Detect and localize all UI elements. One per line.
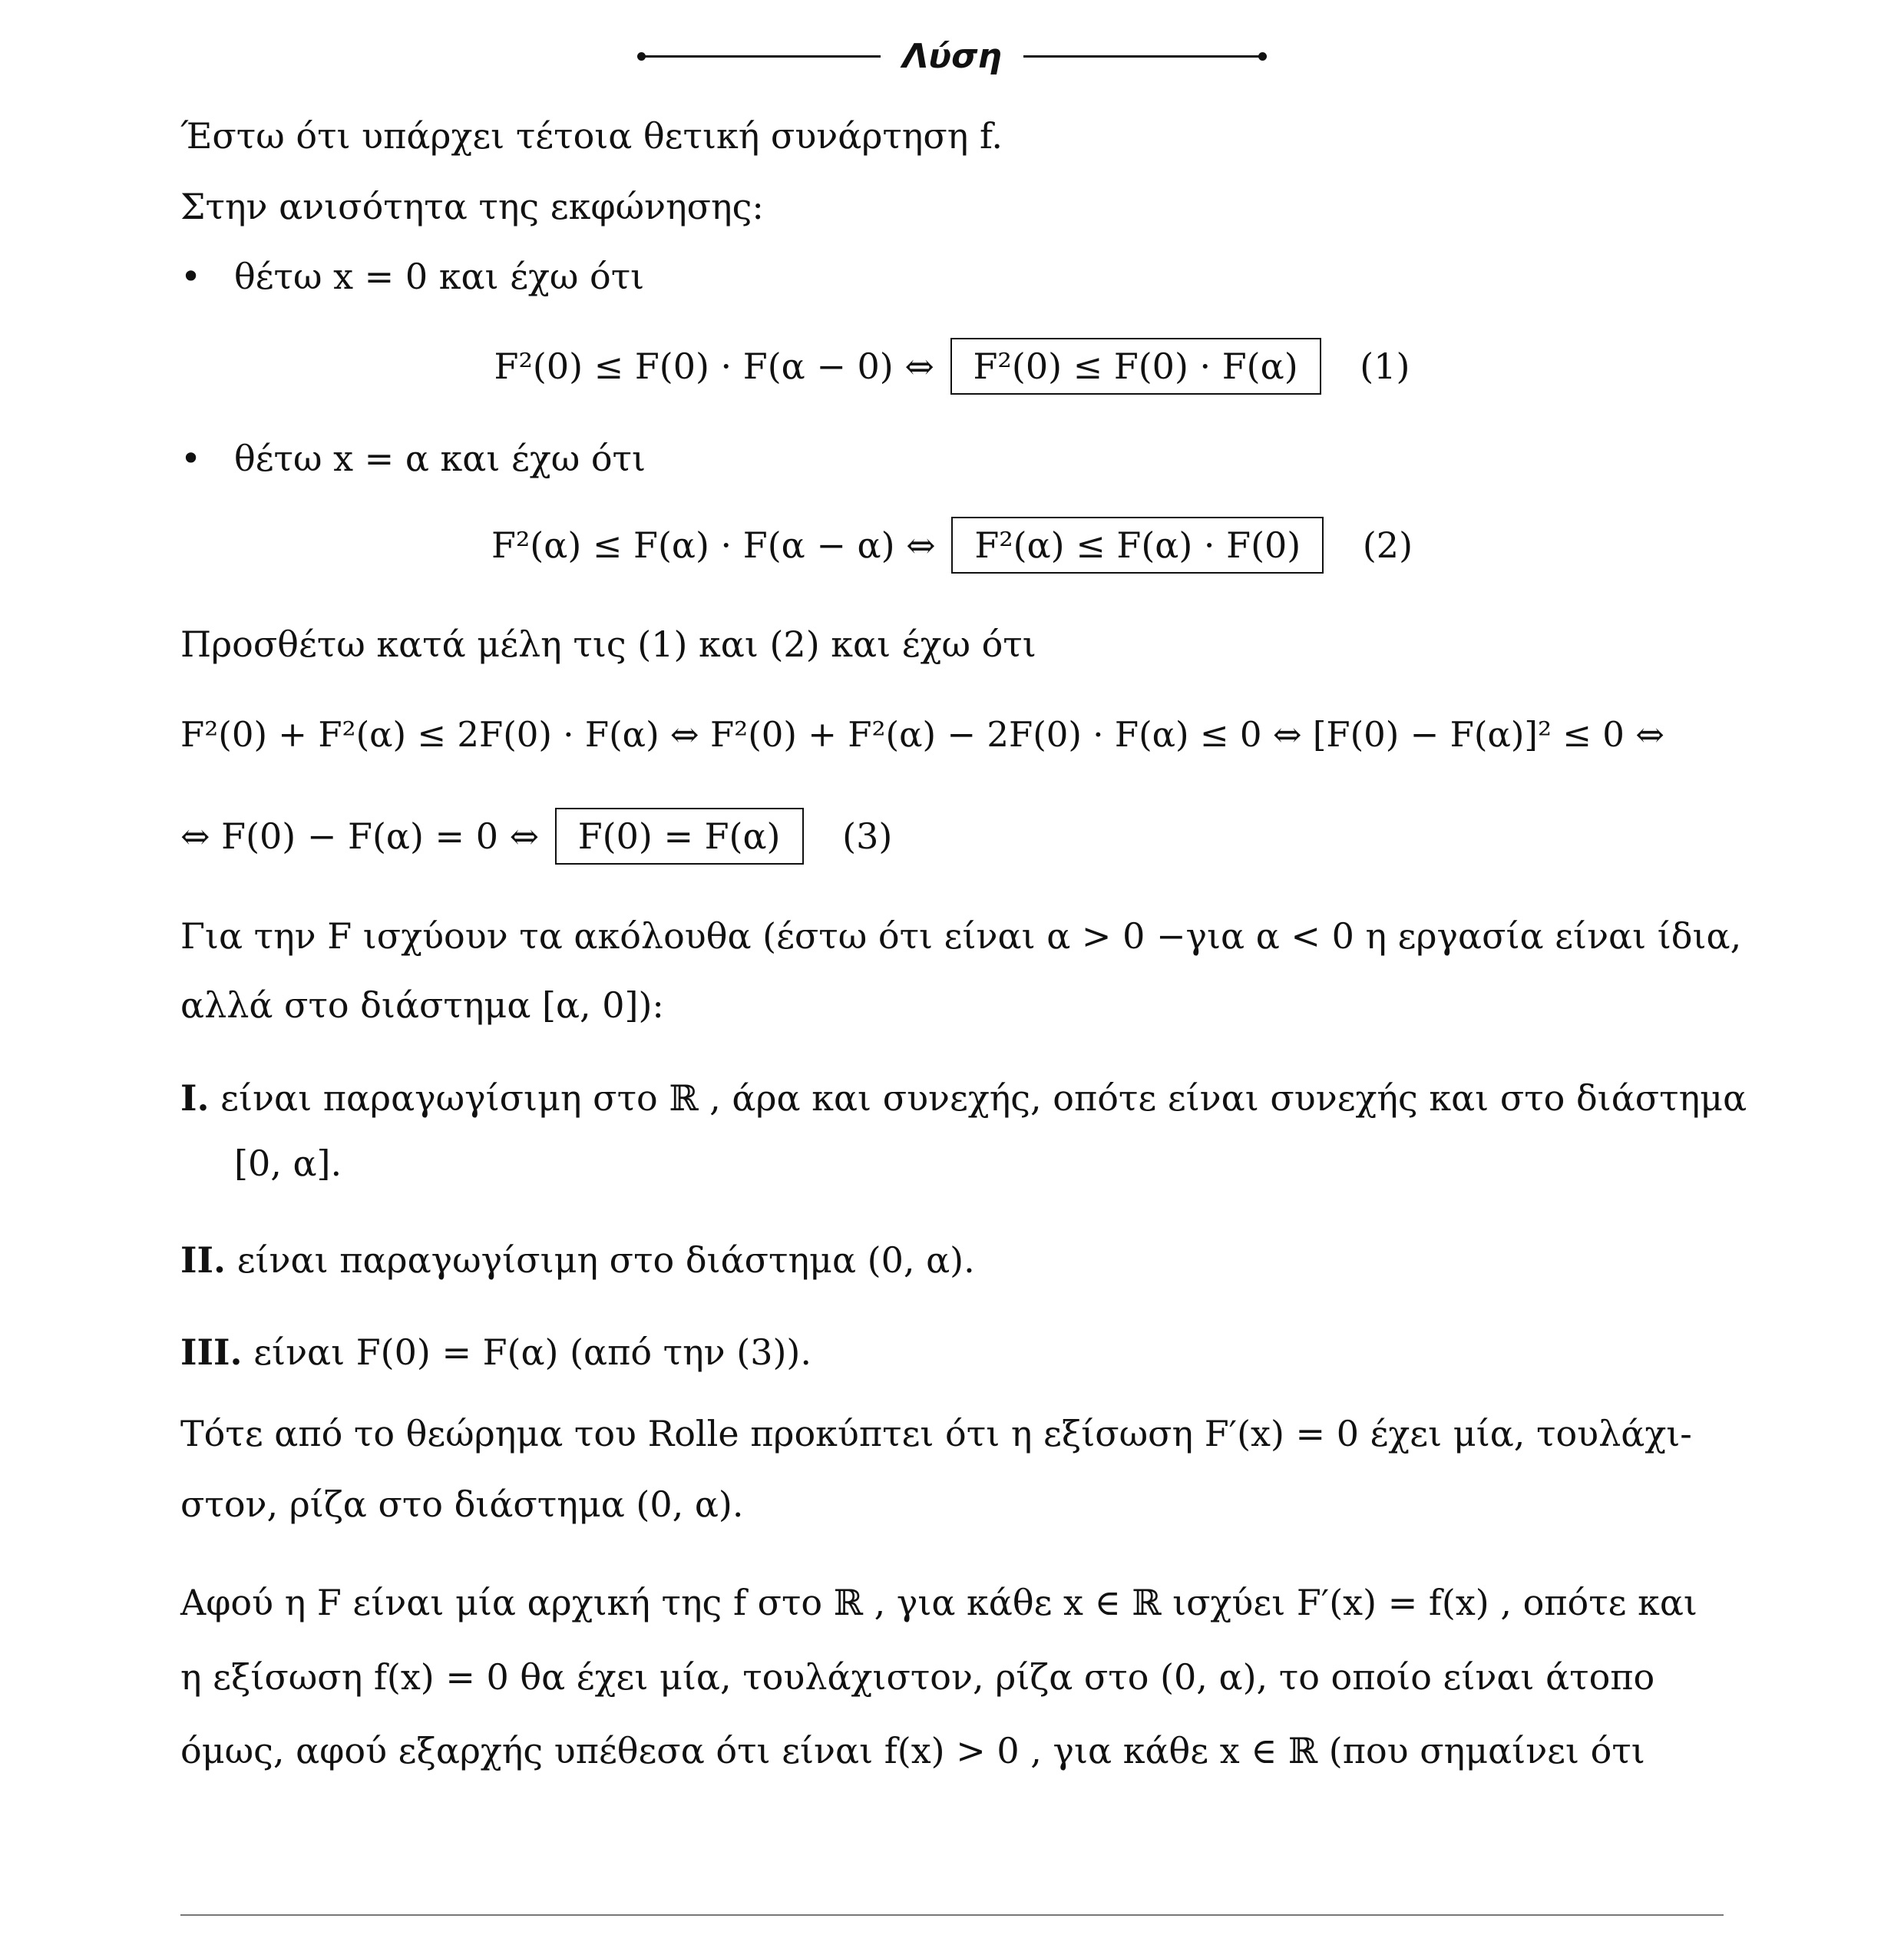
footer-divider [180,1914,1724,1916]
conclusion-line-2: η εξίσωση f(x) = 0 θα έχει μία, τουλάχιστον, ρίζα στο (0, α), το οποίο είναι άτοπο [180,1656,1655,1698]
equation-2-number: (2) [1362,524,1413,566]
bullet-text: θέτω x = 0 και έχω ότι [234,256,645,297]
rolle-line-1: Τότε από το θεώρημα του Rolle προκύπτει ότι η εξίσωση F′(x) = 0 έχει μία, τουλάχι- [180,1413,1692,1454]
equation-2-boxed: F²(α) ≤ F(α) · F(0) [951,517,1324,574]
bullet-item-1 [180,256,644,297]
equation-3-lhs: ⇔ F(0) − F(α) = 0 ⇔ [180,815,540,857]
equation-3-boxed: F(0) = F(α) [555,808,804,865]
conclusion-line-3: όμως, αφού εξαρχής υπέθεσα ότι είναι f(x) > 0 , για κάθε x ∈ ℝ (που σημαίνει ότι [180,1730,1645,1771]
item-text: είναι παραγωγίσιμη στο διάστημα (0, α). [236,1239,975,1281]
bullet-text: θέτω x = α και έχω ότι [234,438,646,479]
intro-line-2: Στην ανισότητα της εκφώνησης: [180,186,764,227]
item-text: είναι παραγωγίσιμη στο ℝ , άρα και συνεχής, οπότε είναι συνεχής και στο διάστημα [220,1077,1747,1119]
equation-2-lhs: F²(α) ≤ F(α) · F(α − α) ⇔ [491,524,936,566]
long-equation: F²(0) + F²(α) ≤ 2F(0) · F(α) ⇔ F²(0) + F²(α) − 2F(0) · F(α) ≤ 0 ⇔ [F(0) − F(α)]² ≤ 0 ⇔ [180,714,1664,755]
bullet-dot: • [180,256,202,297]
equation-1-lhs: F²(0) ≤ F(0) · F(α − 0) ⇔ [494,346,934,387]
solution-heading [0,29,1904,83]
equation-1 [0,338,1904,395]
heading-rule-left [639,55,881,58]
heading-title: Λύση [902,36,1002,76]
item-1-continuation: [0, α]. [234,1143,342,1184]
equation-1-boxed: F²(0) ≤ F(0) · F(α) [950,338,1321,395]
equation-2 [0,517,1904,574]
item-2 [180,1239,975,1281]
bullet-dot: • [180,438,202,479]
bullet-item-2 [180,438,646,479]
for-f-line-2: αλλά στο διάστημα [α, 0]): [180,984,664,1026]
item-1 [180,1077,1747,1119]
heading-rule-right [1023,55,1265,58]
item-label: III. [180,1331,243,1373]
equation-1-number: (1) [1360,346,1410,387]
item-label: II. [180,1239,226,1281]
item-text: είναι F(0) = F(α) (από την (3)). [253,1331,812,1373]
add-line: Προσθέτω κατά μέλη τις (1) και (2) και έχω ότι [180,624,1036,665]
item-3 [180,1331,812,1373]
equation-3 [180,808,892,865]
item-label: I. [180,1077,210,1119]
conclusion-line-1: Αφού η F είναι μία αρχική της f στο ℝ , για κάθε x ∈ ℝ ισχύει F′(x) = f(x) , οπότε και [180,1582,1697,1623]
for-f-line-1: Για την F ισχύουν τα ακόλουθα (έστω ότι είναι α > 0 −για α < 0 η εργασία είναι ίδια, [180,915,1742,957]
intro-line-1: Έστω ότι υπάρχει τέτοια θετική συνάρτηση f. [180,115,1003,157]
rolle-line-2: στον, ρίζα στο διάστημα (0, α). [180,1484,744,1525]
equation-3-number: (3) [842,815,893,857]
